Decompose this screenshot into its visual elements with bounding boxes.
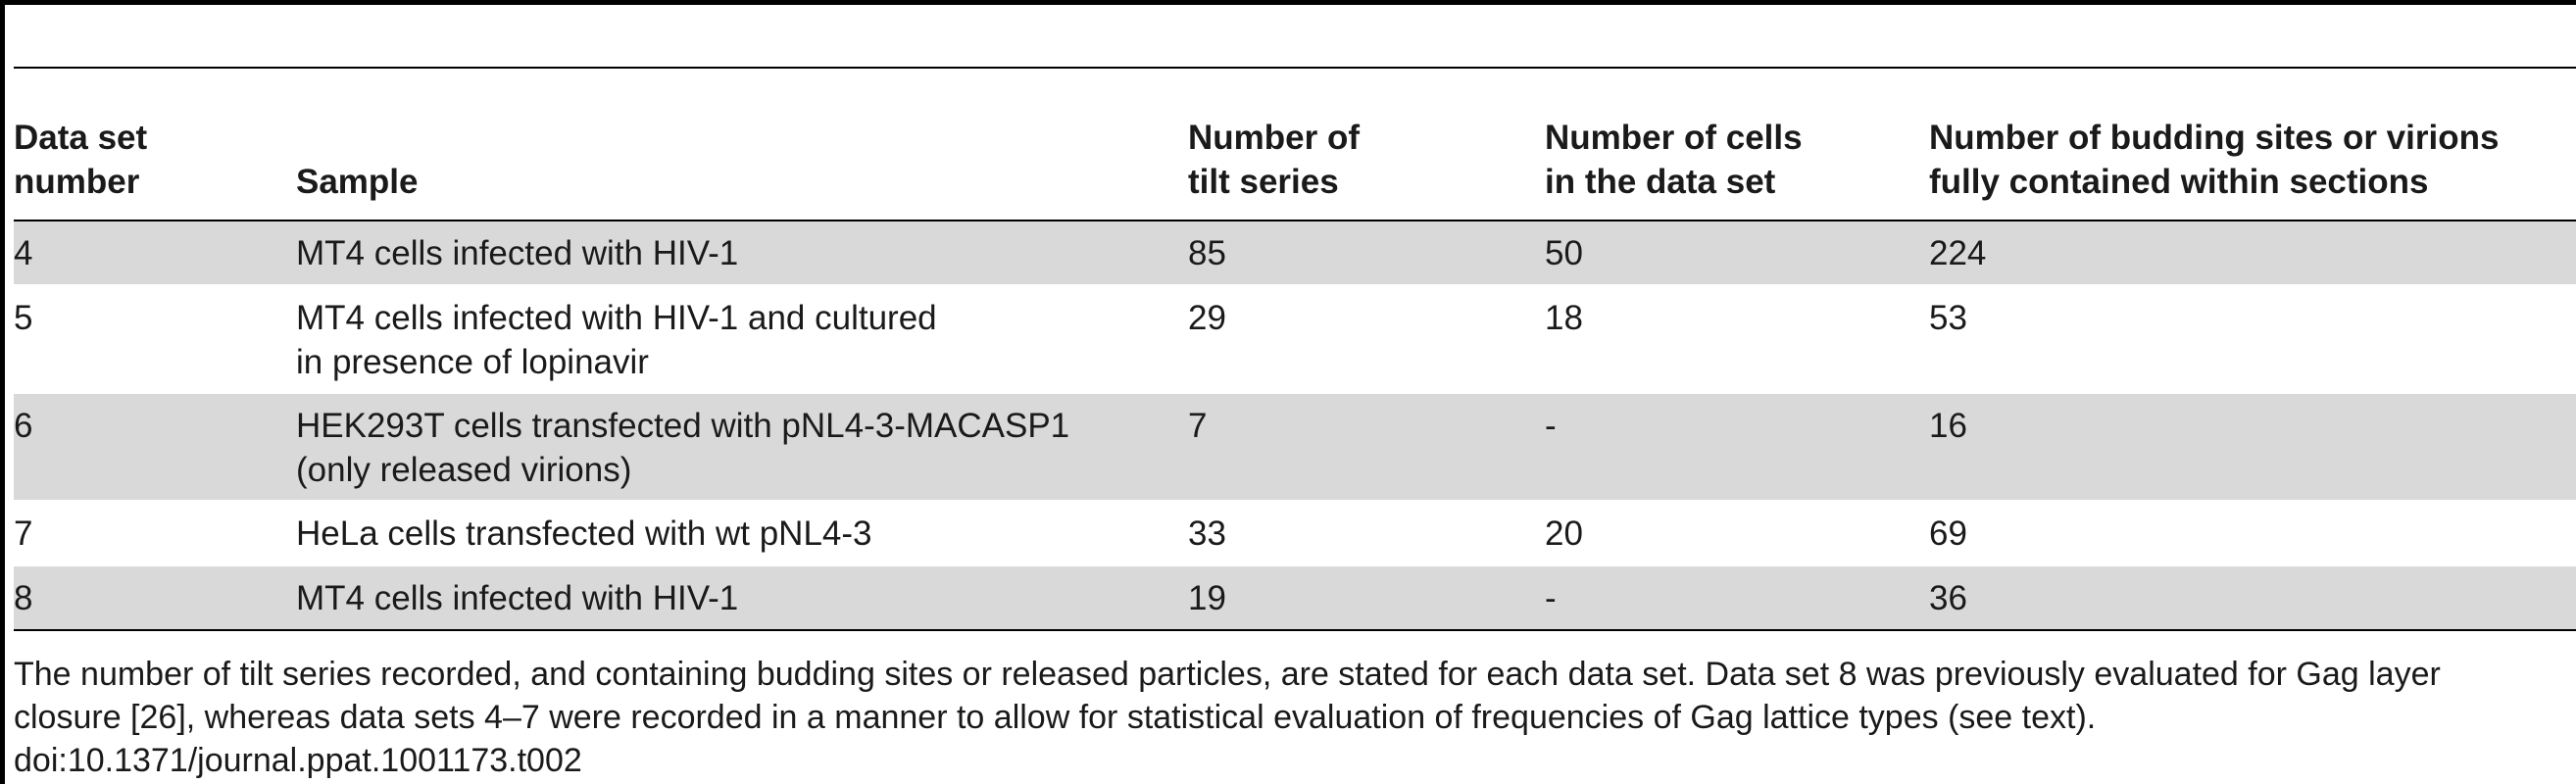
- data-table: [14, 67, 2576, 631]
- top-border: [0, 0, 2576, 5]
- cell-tilt-series: 7: [1188, 407, 1208, 445]
- table-header-row: [14, 68, 2576, 220]
- cell-number: 7: [14, 514, 33, 553]
- left-border: [0, 0, 5, 784]
- cell-number: 5: [14, 299, 33, 337]
- cell-sample: HEK293T cells transfected with pNL4-3-MACASP1 (only released virions): [296, 407, 1070, 489]
- table-row: [14, 501, 2576, 565]
- cell-number: 4: [14, 234, 33, 272]
- cell-tilt-series: 29: [1188, 299, 1226, 337]
- cell-budding-sites: 53: [1929, 299, 1967, 337]
- footnote-line: closure [26], whereas data sets 4–7 were recorded in a manner to allow for statistical evaluation of frequencies of Gag lattice types (see text).: [14, 699, 2097, 736]
- cell-budding-sites: 16: [1929, 407, 1967, 445]
- table-footnote: [14, 653, 2562, 782]
- cell-cells: -: [1545, 579, 1557, 617]
- cell-cells: -: [1545, 407, 1557, 445]
- header-budding-sites: Number of budding sites or virions fully contained within sections: [1929, 119, 2500, 201]
- cell-tilt-series: 85: [1188, 234, 1226, 272]
- header-cells: Number of cells in the data set: [1545, 119, 1803, 201]
- table-row: [14, 393, 2576, 501]
- cell-budding-sites: 36: [1929, 579, 1967, 617]
- cell-sample: MT4 cells infected with HIV-1 and cultured in presence of lopinavir: [296, 299, 937, 381]
- header-tilt-series: Number of tilt series: [1188, 119, 1360, 201]
- cell-sample: MT4 cells infected with HIV-1: [296, 579, 739, 617]
- header-sample: Sample: [296, 163, 419, 201]
- table-row: [14, 220, 2576, 285]
- cell-number: 6: [14, 407, 33, 445]
- cell-number: 8: [14, 579, 33, 617]
- cell-cells: 20: [1545, 514, 1583, 553]
- data-table-container: [14, 67, 2576, 631]
- table-row: [14, 285, 2576, 393]
- cell-budding-sites: 224: [1929, 234, 1987, 272]
- footnote-line: The number of tilt series recorded, and containing budding sites or released particles, are stated for each data set. Data set 8 was previously evaluated for Gag layer: [14, 656, 2441, 693]
- header-data-set-number: Data set number: [14, 119, 148, 201]
- cell-sample: HeLa cells transfected with wt pNL4-3: [296, 514, 872, 553]
- cell-budding-sites: 69: [1929, 514, 1967, 553]
- cell-cells: 50: [1545, 234, 1583, 272]
- doi-text: doi:10.1371/journal.ppat.1001173.t002: [14, 742, 582, 779]
- cell-tilt-series: 19: [1188, 579, 1226, 617]
- cell-cells: 18: [1545, 299, 1583, 337]
- cell-tilt-series: 33: [1188, 514, 1226, 553]
- table-row: [14, 565, 2576, 630]
- cell-sample: MT4 cells infected with HIV-1: [296, 234, 739, 272]
